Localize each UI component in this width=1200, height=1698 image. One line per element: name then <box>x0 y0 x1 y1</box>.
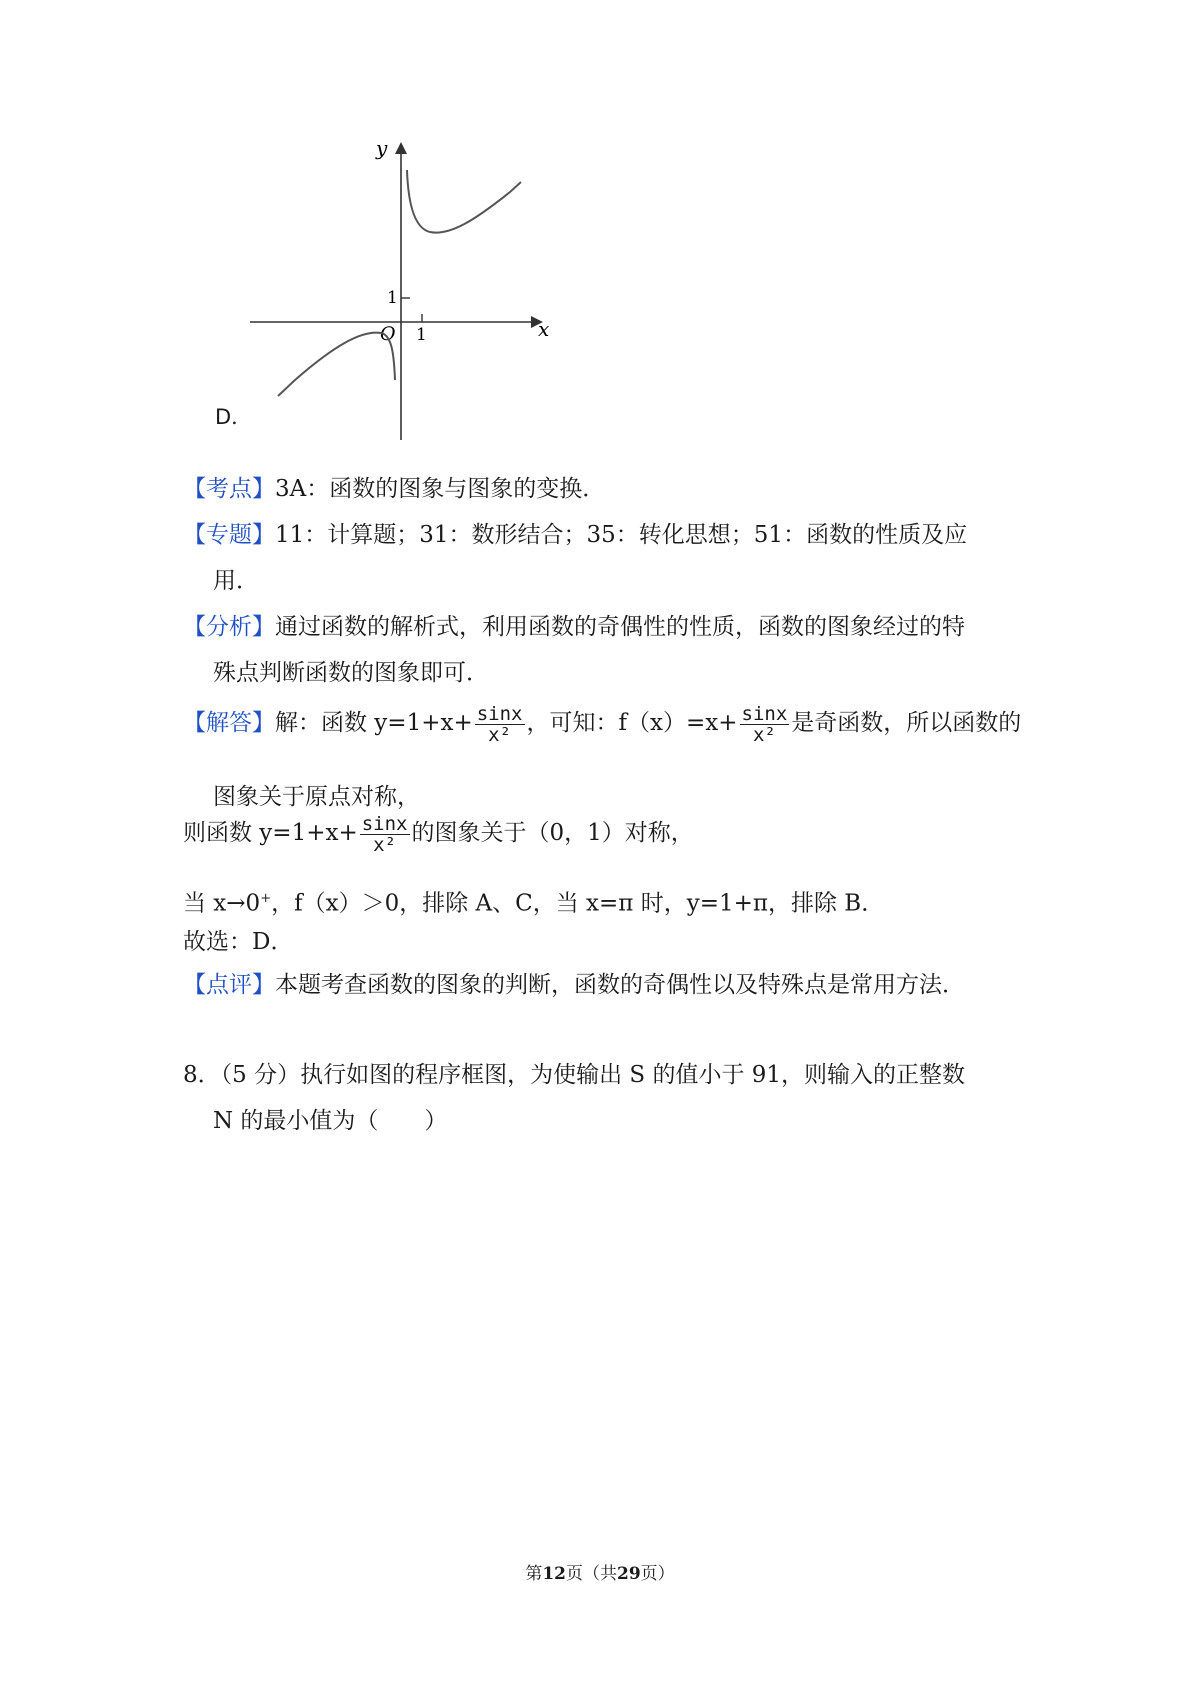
jieda-line-4-a: 当 x→0 <box>183 890 261 917</box>
fraction-denominator: x² <box>752 723 776 746</box>
fenxi-row <box>183 610 965 644</box>
kaodian-row <box>183 472 605 506</box>
jieda-tag: 【解答】 <box>183 710 275 736</box>
jieda-part-1: 解：函数 y=1+x+ <box>275 710 473 736</box>
y-axis-label: y <box>376 140 388 160</box>
question-8-line-2: N 的最小值为（ ） <box>213 1108 448 1134</box>
question-8-line-1: 8．（5 分）执行如图的程序框图，为使输出 S 的值小于 91，则输入的正整数 <box>183 1062 966 1088</box>
kaodian-tag: 【考点】 <box>183 476 275 502</box>
jieda-part-3: 是奇函数，所以函数的 <box>791 710 1022 736</box>
x-tick-label: 1 <box>416 325 427 345</box>
jieda-line-5: 故选：D． <box>183 929 294 955</box>
zhuanti-text-1: 11：计算题；31：数形结合；35：转化思想；51：函数的性质及应 <box>275 522 968 548</box>
curve-left-branch <box>278 333 395 396</box>
jieda-line-2: 图象关于原点对称， <box>213 784 420 810</box>
jieda-line-3-b: 的图象关于（0，1）对称， <box>411 820 694 846</box>
origin-label: O <box>380 323 396 345</box>
fraction-numerator: sinx <box>361 812 408 835</box>
dianping-text: 本题考查函数的图象的判断，函数的奇偶性以及特殊点是常用方法． <box>275 972 965 998</box>
dianping-row <box>183 968 965 1002</box>
jieda-line-3 <box>183 808 694 858</box>
footer-middle: 页（共 <box>566 1564 617 1584</box>
page-footer <box>0 1559 1200 1584</box>
fraction-sinx-over-x2 <box>740 704 790 745</box>
fraction-numerator: sinx <box>741 702 788 725</box>
curve-right-branch <box>407 170 521 233</box>
footer-page-number: 12 <box>542 1564 566 1584</box>
zhuanti-text-2: 用． <box>213 568 259 594</box>
footer-prefix: 第 <box>525 1564 543 1584</box>
footer-total-pages: 29 <box>617 1564 641 1584</box>
fraction-numerator: sinx <box>476 702 523 725</box>
fenxi-tag: 【分析】 <box>183 614 275 640</box>
option-d-label: D． <box>215 405 253 429</box>
jieda-line-4 <box>183 882 884 921</box>
jieda-row <box>183 698 1021 748</box>
fraction-denominator: x² <box>488 723 512 746</box>
x-axis-label: x <box>538 317 550 341</box>
zhuanti-tag: 【专题】 <box>183 522 275 548</box>
jieda-line-4-b: ，f（x）＞0，排除 A、C，当 x=π 时，y=1+π，排除 B． <box>271 890 885 917</box>
function-graph <box>250 140 550 450</box>
y-axis-arrow <box>395 142 407 154</box>
jieda-line-4-sup: + <box>260 891 272 906</box>
jieda-part-2: ，可知：f（x）=x+ <box>526 710 738 736</box>
y-tick-label: 1 <box>387 288 398 308</box>
fraction-sinx-over-x2 <box>475 704 525 745</box>
fenxi-text-2: 殊点判断函数的图象即可． <box>213 660 489 686</box>
footer-suffix: 页） <box>640 1564 675 1584</box>
zhuanti-row <box>183 518 967 552</box>
kaodian-text: 3A：函数的图象与图象的变换． <box>275 476 606 502</box>
fraction-denominator: x² <box>373 833 397 856</box>
dianping-tag: 【点评】 <box>183 972 275 998</box>
jieda-line-3-a: 则函数 y=1+x+ <box>183 820 358 846</box>
fenxi-text-1: 通过函数的解析式，利用函数的奇偶性的性质，函数的图象经过的特 <box>275 614 965 640</box>
fraction-sinx-over-x2 <box>360 814 410 855</box>
